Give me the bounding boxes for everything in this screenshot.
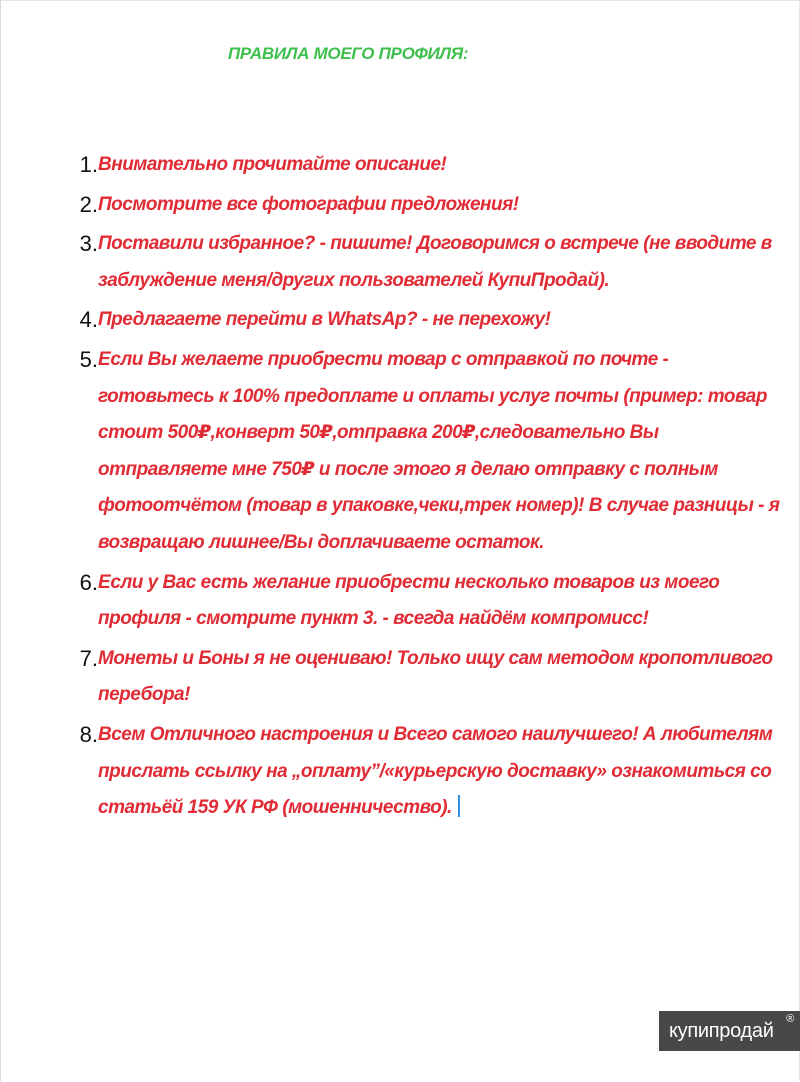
rule-number: 2. — [79, 191, 98, 217]
rule-text: Внимательно прочитайте описание! — [98, 154, 447, 175]
rule-text: Если у Вас есть желание приобрести несколько товаров из моего профиля - смотрите пункт 3. - всегда найдём компромисс! — [98, 571, 720, 630]
list-item — [60, 565, 780, 638]
rule-number: 3. — [79, 231, 98, 257]
list-item — [60, 187, 780, 224]
rule-text: Посмотрите все фотографии предложения! — [98, 193, 519, 215]
list-item — [60, 342, 780, 562]
text-cursor — [458, 795, 460, 817]
rule-number: 8. — [79, 721, 98, 747]
list-item — [60, 302, 780, 339]
rule-text: Поставили избранное? - пишите! Договоримся о встрече (не вводите в заблуждение меня/других пользователей КупиПродай). — [98, 233, 772, 291]
rule-number: 7. — [79, 645, 98, 671]
rules-list — [60, 147, 780, 830]
list-item — [60, 641, 780, 714]
list-item — [60, 717, 780, 827]
rule-text: Предлагаете перейти в WhatsAp? - не перехожу! — [98, 309, 551, 331]
watermark-text: купипродай — [669, 1020, 774, 1042]
rule-number: 5. — [79, 346, 98, 372]
registered-mark-icon: ® — [786, 1013, 794, 1025]
rule-number: 6. — [79, 569, 98, 595]
rule-text: Если Вы желаете приобрести товар с отправкой по почте - готовьтесь к 100% предоплате и оплаты услуг почты (пример: товар стоит 500₽,конверт 50₽,отправка 200₽,следовательно Вы отправляете мне 750₽ и после этого я делаю отправку с полным фотоотчётом (товар в упаковке,чеки,трек номер)! В случае разницы - я возвращаю лишнее/Вы доплачиваете остаток. — [98, 348, 780, 553]
rule-number: 1. — [79, 152, 98, 177]
rule-text: Монеты и Боны я не оцениваю! Только ищу сам методом кропотливого перебора! — [98, 647, 773, 706]
rule-text-wrapper — [98, 717, 780, 827]
rule-text: Всем Отличного настроения и Всего самого наилучшего! А любителям прислать ссылку на „оплату”/«курьерскую доставку» ознакомиться со статьёй 159 УК РФ (мошенничество). — [98, 723, 773, 819]
page-title: ПРАВИЛА МОЕГО ПРОФИЛЯ: — [228, 44, 469, 63]
watermark-logo — [659, 1011, 800, 1051]
list-item — [60, 226, 780, 299]
rule-number: 4. — [79, 307, 98, 333]
list-item — [60, 147, 780, 184]
